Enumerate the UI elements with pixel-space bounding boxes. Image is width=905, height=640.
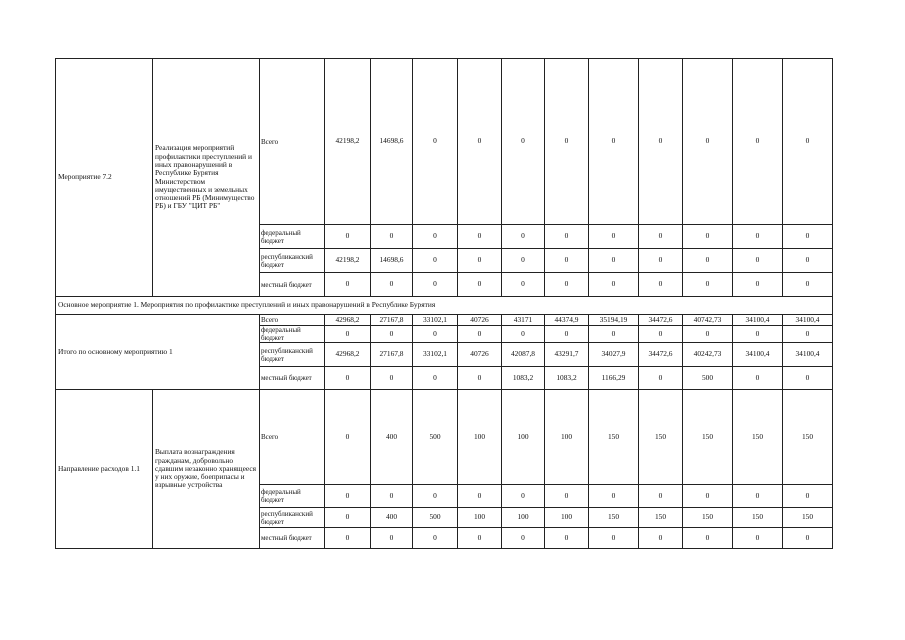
value-cell: 100	[502, 390, 545, 485]
value-cell: 0	[413, 326, 458, 343]
value-cell: 0	[589, 59, 639, 225]
measure-description: Выплата вознаграждения гражданам, добровольно сдавшим незаконно хранящееся у них оружие, боеприпасы и взрывные устройства	[153, 390, 260, 549]
value-cell: 150	[783, 390, 833, 485]
value-cell: 0	[502, 59, 545, 225]
value-cell: 0	[683, 485, 733, 508]
value-cell: 0	[589, 485, 639, 508]
value-cell: 34027,9	[589, 343, 639, 367]
value-cell: 34100,4	[783, 315, 833, 326]
value-cell: 0	[413, 59, 458, 225]
value-cell: 100	[545, 390, 589, 485]
value-cell: 500	[413, 390, 458, 485]
value-cell: 0	[783, 367, 833, 390]
value-cell: 0	[589, 273, 639, 297]
value-cell: 34472,6	[639, 315, 683, 326]
value-cell: 0	[371, 367, 413, 390]
value-cell: 0	[733, 273, 783, 297]
funding-source: республиканский бюджет	[260, 249, 325, 273]
value-cell: 0	[639, 59, 683, 225]
value-cell: 500	[683, 367, 733, 390]
value-cell: 150	[589, 508, 639, 528]
funding-source: республиканский бюджет	[260, 343, 325, 367]
value-cell: 42087,8	[502, 343, 545, 367]
value-cell: 34472,6	[639, 343, 683, 367]
value-cell: 40726	[458, 315, 502, 326]
value-cell: 40726	[458, 343, 502, 367]
value-cell: 0	[325, 367, 371, 390]
value-cell: 100	[502, 508, 545, 528]
value-cell: 150	[639, 508, 683, 528]
value-cell: 0	[413, 367, 458, 390]
value-cell: 0	[458, 326, 502, 343]
value-cell: 27167,8	[371, 343, 413, 367]
value-cell: 0	[639, 485, 683, 508]
value-cell: 0	[413, 273, 458, 297]
funding-source: федеральный бюджет	[260, 225, 325, 249]
value-cell: 400	[371, 390, 413, 485]
value-cell: 0	[458, 273, 502, 297]
funding-source: местный бюджет	[260, 367, 325, 390]
value-cell: 150	[733, 390, 783, 485]
value-cell: 0	[733, 59, 783, 225]
value-cell: 0	[783, 225, 833, 249]
value-cell: 0	[502, 528, 545, 549]
measure-description: Реализация мероприятий профилактики преступлений и иных правонарушений в Республике Бурятия Министерством имущественных и земельных отношений РБ (Минимущество РБ) и ГБУ "ЦИТ РБ"	[153, 59, 260, 297]
value-cell: 0	[783, 326, 833, 343]
value-cell: 150	[589, 390, 639, 485]
measure-label: Направление расходов 1.1	[56, 390, 153, 549]
value-cell: 0	[545, 273, 589, 297]
value-cell: 0	[733, 326, 783, 343]
value-cell: 0	[639, 326, 683, 343]
value-cell: 0	[683, 249, 733, 273]
value-cell: 0	[325, 390, 371, 485]
value-cell: 0	[783, 273, 833, 297]
value-cell: 0	[458, 528, 502, 549]
value-cell: 14698,6	[371, 249, 413, 273]
value-cell: 42968,2	[325, 343, 371, 367]
value-cell: 0	[502, 225, 545, 249]
value-cell: 100	[458, 508, 502, 528]
value-cell: 0	[371, 528, 413, 549]
funding-source: федеральный бюджет	[260, 485, 325, 508]
value-cell: 150	[639, 390, 683, 485]
value-cell: 0	[639, 273, 683, 297]
value-cell: 43291,7	[545, 343, 589, 367]
value-cell: 44374,9	[545, 315, 589, 326]
table-row	[56, 315, 833, 326]
value-cell: 0	[413, 528, 458, 549]
value-cell: 0	[733, 225, 783, 249]
value-cell: 0	[502, 485, 545, 508]
value-cell: 0	[733, 485, 783, 508]
value-cell: 0	[502, 273, 545, 297]
section-heading: Основное мероприятие 1. Мероприятия по профилактике преступлений и иных правонарушений в Республике Бурятия	[56, 297, 833, 315]
value-cell: 0	[325, 528, 371, 549]
value-cell: 0	[371, 225, 413, 249]
funding-source: местный бюджет	[260, 528, 325, 549]
value-cell: 0	[545, 485, 589, 508]
value-cell: 0	[683, 273, 733, 297]
value-cell: 100	[545, 508, 589, 528]
value-cell: 1083,2	[545, 367, 589, 390]
value-cell: 150	[683, 508, 733, 528]
value-cell: 40742,73	[683, 315, 733, 326]
value-cell: 0	[458, 367, 502, 390]
value-cell: 0	[502, 249, 545, 273]
value-cell: 500	[413, 508, 458, 528]
value-cell: 0	[639, 225, 683, 249]
table-row	[56, 59, 833, 225]
value-cell: 0	[589, 225, 639, 249]
value-cell: 0	[325, 326, 371, 343]
value-cell: 34100,4	[733, 343, 783, 367]
value-cell: 40242,73	[683, 343, 733, 367]
value-cell: 0	[545, 225, 589, 249]
section-heading-row	[56, 297, 833, 315]
value-cell: 0	[733, 249, 783, 273]
value-cell: 0	[413, 249, 458, 273]
funding-source: Всего	[260, 390, 325, 485]
funding-source: Всего	[260, 315, 325, 326]
value-cell: 0	[639, 367, 683, 390]
value-cell: 0	[783, 528, 833, 549]
value-cell: 0	[325, 273, 371, 297]
value-cell: 27167,8	[371, 315, 413, 326]
value-cell: 34100,4	[733, 315, 783, 326]
value-cell: 0	[458, 225, 502, 249]
value-cell: 0	[733, 367, 783, 390]
measure-label: Мероприятие 7.2	[56, 59, 153, 297]
value-cell: 0	[733, 528, 783, 549]
table-row	[56, 390, 833, 485]
value-cell: 0	[683, 326, 733, 343]
funding-source: федеральный бюджет	[260, 326, 325, 343]
value-cell: 0	[545, 249, 589, 273]
total-label: Итого по основному мероприятию 1	[56, 315, 260, 390]
budget-table	[55, 58, 833, 549]
value-cell: 0	[458, 485, 502, 508]
value-cell: 150	[683, 390, 733, 485]
value-cell: 0	[545, 528, 589, 549]
value-cell: 150	[733, 508, 783, 528]
value-cell: 35194,19	[589, 315, 639, 326]
value-cell: 0	[783, 485, 833, 508]
value-cell: 0	[589, 528, 639, 549]
value-cell: 0	[783, 249, 833, 273]
value-cell: 1166,29	[589, 367, 639, 390]
funding-source: местный бюджет	[260, 273, 325, 297]
value-cell: 0	[371, 485, 413, 508]
value-cell: 400	[371, 508, 413, 528]
value-cell: 42198,2	[325, 249, 371, 273]
value-cell: 0	[639, 528, 683, 549]
value-cell: 33102,1	[413, 315, 458, 326]
value-cell: 0	[371, 326, 413, 343]
value-cell: 0	[325, 508, 371, 528]
value-cell: 0	[683, 528, 733, 549]
value-cell: 42968,2	[325, 315, 371, 326]
value-cell: 0	[458, 249, 502, 273]
value-cell: 0	[683, 59, 733, 225]
value-cell: 0	[589, 249, 639, 273]
value-cell: 0	[325, 225, 371, 249]
value-cell: 150	[783, 508, 833, 528]
value-cell: 0	[458, 59, 502, 225]
value-cell: 0	[545, 59, 589, 225]
value-cell: 0	[502, 326, 545, 343]
value-cell: 42198,2	[325, 59, 371, 225]
funding-source: Всего	[260, 59, 325, 225]
value-cell: 1083,2	[502, 367, 545, 390]
funding-source: республиканский бюджет	[260, 508, 325, 528]
value-cell: 33102,1	[413, 343, 458, 367]
value-cell: 0	[371, 273, 413, 297]
value-cell: 0	[413, 225, 458, 249]
value-cell: 43171	[502, 315, 545, 326]
value-cell: 0	[783, 59, 833, 225]
value-cell: 14698,6	[371, 59, 413, 225]
value-cell: 0	[589, 326, 639, 343]
value-cell: 100	[458, 390, 502, 485]
value-cell: 0	[413, 485, 458, 508]
value-cell: 0	[683, 225, 733, 249]
value-cell: 0	[639, 249, 683, 273]
value-cell: 0	[545, 326, 589, 343]
value-cell: 0	[325, 485, 371, 508]
value-cell: 34100,4	[783, 343, 833, 367]
